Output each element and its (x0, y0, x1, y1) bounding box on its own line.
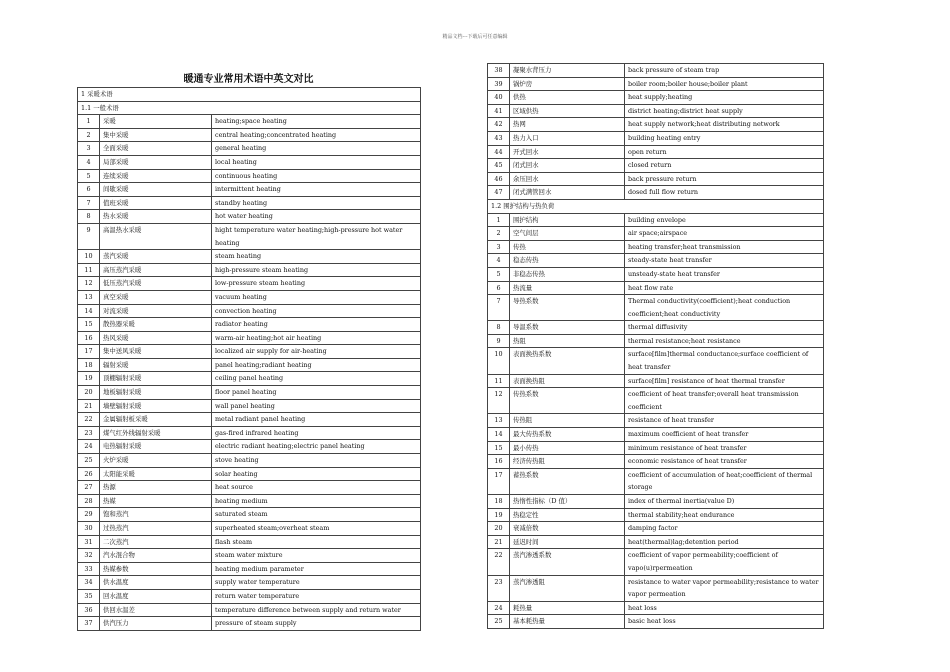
term-chinese: 对流采暖 (100, 304, 212, 318)
term-chinese: 辐射采暖 (100, 358, 212, 372)
term-row (78, 399, 421, 413)
term-english: resistance of heat transfer (625, 414, 824, 428)
term-number: 5 (488, 267, 510, 281)
term-number: 15 (488, 441, 510, 455)
term-number: 17 (488, 468, 510, 494)
term-number: 21 (488, 535, 510, 549)
term-number: 43 (488, 131, 510, 145)
term-chinese: 热惰性指标（D 值） (510, 495, 625, 509)
term-english: low-pressure steam heating (212, 277, 421, 291)
term-number: 46 (488, 172, 510, 186)
term-chinese: 供水温度 (100, 576, 212, 590)
term-number: 22 (488, 549, 510, 575)
term-english: radiator heating (212, 318, 421, 332)
term-number: 31 (78, 535, 100, 549)
term-english: unsteady-state heat transfer (625, 267, 824, 281)
term-number: 14 (488, 428, 510, 442)
term-chinese: 汽水混合物 (100, 549, 212, 563)
term-english: solar heating (212, 467, 421, 481)
term-number: 39 (488, 77, 510, 91)
term-english: boiler room;boiler house;boiler plant (625, 77, 824, 91)
term-row (488, 240, 824, 254)
term-row (78, 128, 421, 142)
term-chinese: 饱和蒸汽 (100, 508, 212, 522)
term-number: 36 (78, 603, 100, 617)
term-number: 25 (488, 615, 510, 629)
term-row (488, 495, 824, 509)
term-number: 6 (78, 183, 100, 197)
term-english: vacuum heating (212, 290, 421, 304)
term-chinese: 采暖 (100, 115, 212, 129)
document-title: 暖通专业常用术语中英文对比 (183, 74, 314, 85)
term-chinese: 热阻 (510, 334, 625, 348)
term-chinese: 间歇采暖 (100, 183, 212, 197)
term-number: 10 (78, 250, 100, 264)
term-chinese: 热力入口 (510, 131, 625, 145)
term-english: warm-air heating;hot air heating (212, 331, 421, 345)
term-chinese: 集中送风采暖 (100, 345, 212, 359)
term-row (78, 250, 421, 264)
term-row (488, 281, 824, 295)
term-row (488, 549, 824, 575)
term-english: pressure of steam supply (212, 617, 421, 631)
term-english: steam heating (212, 250, 421, 264)
term-english: coefficient of heat transfer;overall heat transmission coefficient (625, 388, 824, 414)
term-chinese: 最小传热 (510, 441, 625, 455)
term-number: 26 (78, 467, 100, 481)
term-number: 14 (78, 304, 100, 318)
term-number: 1 (78, 115, 100, 129)
term-row (78, 290, 421, 304)
term-english: open return (625, 145, 824, 159)
term-number: 23 (488, 575, 510, 601)
term-chinese: 墙壁辐射采暖 (100, 399, 212, 413)
term-english: general heating (212, 142, 421, 156)
term-chinese: 热水采暖 (100, 210, 212, 224)
term-chinese: 全面采暖 (100, 142, 212, 156)
term-row (78, 589, 421, 603)
term-chinese: 热网 (510, 118, 625, 132)
subsection-heading: 1.2 围护结构与热负荷 (488, 199, 824, 213)
term-english: heat supply network;heat distributing network (625, 118, 824, 132)
term-row (488, 172, 824, 186)
term-chinese: 导热系数 (510, 295, 625, 321)
term-row (78, 549, 421, 563)
term-row (78, 481, 421, 495)
term-row (488, 428, 824, 442)
term-row (78, 358, 421, 372)
term-chinese: 余压回水 (510, 172, 625, 186)
term-number: 47 (488, 186, 510, 200)
term-number: 4 (488, 254, 510, 268)
term-row (78, 115, 421, 129)
term-english: localized air supply for air-heating (212, 345, 421, 359)
term-chinese: 顶棚辐射采暖 (100, 372, 212, 386)
term-number: 24 (78, 440, 100, 454)
term-row (78, 372, 421, 386)
term-row (488, 64, 824, 78)
term-english: convection heating (212, 304, 421, 318)
term-row (488, 601, 824, 615)
term-english: heat(thermal)lag;detention period (625, 535, 824, 549)
term-number: 41 (488, 104, 510, 118)
term-english: continuous heating (212, 169, 421, 183)
term-number: 17 (78, 345, 100, 359)
term-english: minimum resistance of heat transfer (625, 441, 824, 455)
term-number: 9 (78, 223, 100, 249)
term-english: Thermal conductivity(coefficient);heat conduction coefficient;heat conductivity (625, 295, 824, 321)
term-english: ceiling panel heating (212, 372, 421, 386)
subsection-row (78, 101, 421, 115)
term-chinese: 空气间层 (510, 227, 625, 241)
term-english: index of thermal inertia(value D) (625, 495, 824, 509)
term-english: thermal resistance;heat resistance (625, 334, 824, 348)
term-number: 20 (488, 522, 510, 536)
term-number: 25 (78, 454, 100, 468)
term-chinese: 导温系数 (510, 321, 625, 335)
term-english: basic heat loss (625, 615, 824, 629)
term-row (488, 615, 824, 629)
term-number: 22 (78, 413, 100, 427)
term-english: thermal diffusivity (625, 321, 824, 335)
term-english: surface[film] resistance of heat thermal transfer (625, 374, 824, 388)
term-english: panel heating;radiant heating (212, 358, 421, 372)
term-chinese: 闭式回水 (510, 159, 625, 173)
term-number: 23 (78, 426, 100, 440)
term-chinese: 地板辐射采暖 (100, 386, 212, 400)
term-chinese: 非稳态传热 (510, 267, 625, 281)
term-row (78, 454, 421, 468)
term-row (78, 535, 421, 549)
term-row (488, 227, 824, 241)
term-row (488, 77, 824, 91)
term-number: 8 (78, 210, 100, 224)
term-row (488, 159, 824, 173)
term-chinese: 表面换热系数 (510, 348, 625, 374)
term-row (488, 91, 824, 105)
term-row (78, 426, 421, 440)
term-row (488, 468, 824, 494)
term-english: gas-fired infrared heating (212, 426, 421, 440)
term-number: 33 (78, 562, 100, 576)
term-chinese: 蒸汽采暖 (100, 250, 212, 264)
term-chinese: 表面换热阻 (510, 374, 625, 388)
term-english: local heating (212, 155, 421, 169)
term-chinese: 值班采暖 (100, 196, 212, 210)
term-english: electric radiant heating;electric panel heating (212, 440, 421, 454)
term-english: economic resistance of heat transfer (625, 455, 824, 469)
term-chinese: 延迟时间 (510, 535, 625, 549)
term-chinese: 二次蒸汽 (100, 535, 212, 549)
term-row (488, 213, 824, 227)
term-row (488, 522, 824, 536)
term-chinese: 传热 (510, 240, 625, 254)
term-number: 42 (488, 118, 510, 132)
term-chinese: 经济传热阻 (510, 455, 625, 469)
term-chinese: 稳态传热 (510, 254, 625, 268)
term-chinese: 衰减倍数 (510, 522, 625, 536)
term-number: 3 (78, 142, 100, 156)
term-number: 29 (78, 508, 100, 522)
term-number: 18 (488, 495, 510, 509)
term-english: temperature difference between supply and return water (212, 603, 421, 617)
term-number: 7 (78, 196, 100, 210)
term-row (78, 494, 421, 508)
term-chinese: 蓄热系数 (510, 468, 625, 494)
term-row (78, 522, 421, 536)
term-chinese: 局部采暖 (100, 155, 212, 169)
term-chinese: 热风采暖 (100, 331, 212, 345)
term-number: 2 (488, 227, 510, 241)
term-row (488, 131, 824, 145)
term-row (78, 155, 421, 169)
term-english: stove heating (212, 454, 421, 468)
term-english: surface[film]thermal conductance;surface coefficient of heat transfer (625, 348, 824, 374)
term-english: steady-state heat transfer (625, 254, 824, 268)
right-term-table (487, 63, 824, 629)
term-english: hight temperature water heating;high-pressure hot water heating (212, 223, 421, 249)
section-row (78, 88, 421, 102)
term-chinese: 连续采暖 (100, 169, 212, 183)
term-english: coefficient of accumulation of heat;coefficient of thermal storage (625, 468, 824, 494)
term-row (78, 603, 421, 617)
term-english: steam water mixture (212, 549, 421, 563)
term-english: heating;space heating (212, 115, 421, 129)
term-number: 34 (78, 576, 100, 590)
term-row (488, 267, 824, 281)
term-number: 16 (78, 331, 100, 345)
term-number: 38 (488, 64, 510, 78)
term-english: maximum coefficient of heat transfer (625, 428, 824, 442)
term-number: 37 (78, 617, 100, 631)
term-chinese: 热媒参数 (100, 562, 212, 576)
term-chinese: 传热阻 (510, 414, 625, 428)
term-number: 4 (78, 155, 100, 169)
term-chinese: 散热器采暖 (100, 318, 212, 332)
term-row (78, 345, 421, 359)
term-row (78, 576, 421, 590)
term-number: 40 (488, 91, 510, 105)
term-row (78, 331, 421, 345)
term-row (78, 169, 421, 183)
term-row (488, 334, 824, 348)
term-row (488, 388, 824, 414)
term-number: 24 (488, 601, 510, 615)
term-chinese: 蒸汽渗透系数 (510, 549, 625, 575)
term-english: back pressure return (625, 172, 824, 186)
term-row (78, 440, 421, 454)
term-number: 44 (488, 145, 510, 159)
term-english: building envelope (625, 213, 824, 227)
term-number: 5 (78, 169, 100, 183)
term-row (78, 223, 421, 249)
term-chinese: 真空采暖 (100, 290, 212, 304)
term-english: building heating entry (625, 131, 824, 145)
term-number: 6 (488, 281, 510, 295)
term-chinese: 热源 (100, 481, 212, 495)
term-row (488, 441, 824, 455)
term-english: air space;airspace (625, 227, 824, 241)
term-chinese: 最大传热系数 (510, 428, 625, 442)
term-row (78, 413, 421, 427)
header-watermark: 精品文档---下载后可任意编辑 (442, 34, 508, 40)
term-number: 45 (488, 159, 510, 173)
term-number: 11 (488, 374, 510, 388)
term-row (488, 575, 824, 601)
term-number: 35 (78, 589, 100, 603)
term-english: heat source (212, 481, 421, 495)
term-chinese: 供汽压力 (100, 617, 212, 631)
term-chinese: 闭式满管回水 (510, 186, 625, 200)
term-number: 28 (78, 494, 100, 508)
term-row (488, 295, 824, 321)
term-row (488, 348, 824, 374)
term-number: 13 (78, 290, 100, 304)
term-row (488, 254, 824, 268)
term-number: 12 (488, 388, 510, 414)
term-chinese: 锅炉房 (510, 77, 625, 91)
term-chinese: 火炉采暖 (100, 454, 212, 468)
term-number: 16 (488, 455, 510, 469)
term-number: 7 (488, 295, 510, 321)
term-english: metal radiant panel heating (212, 413, 421, 427)
term-english: return water temperature (212, 589, 421, 603)
term-number: 27 (78, 481, 100, 495)
term-chinese: 金属辐射板采暖 (100, 413, 212, 427)
term-row (488, 145, 824, 159)
term-row (78, 304, 421, 318)
term-row (78, 617, 421, 631)
term-number: 8 (488, 321, 510, 335)
term-chinese: 高温热水采暖 (100, 223, 212, 249)
term-number: 1 (488, 213, 510, 227)
term-row (78, 562, 421, 576)
term-chinese: 传热系数 (510, 388, 625, 414)
term-english: high-pressure steam heating (212, 263, 421, 277)
term-row (488, 321, 824, 335)
term-row (488, 455, 824, 469)
term-number: 21 (78, 399, 100, 413)
term-row (488, 374, 824, 388)
term-english: hot water heating (212, 210, 421, 224)
term-row (78, 318, 421, 332)
term-english: heating transfer;heat transmission (625, 240, 824, 254)
term-english: damping factor (625, 522, 824, 536)
term-number: 13 (488, 414, 510, 428)
term-english: district heating;district heat supply (625, 104, 824, 118)
term-english: floor panel heating (212, 386, 421, 400)
term-english: saturated steam (212, 508, 421, 522)
term-english: heating medium parameter (212, 562, 421, 576)
term-row (488, 186, 824, 200)
term-number: 19 (78, 372, 100, 386)
term-row (78, 263, 421, 277)
term-number: 15 (78, 318, 100, 332)
term-row (488, 508, 824, 522)
term-english: intermittent heating (212, 183, 421, 197)
term-number: 9 (488, 334, 510, 348)
term-english: thermal stability;heat endurance (625, 508, 824, 522)
term-chinese: 过热蒸汽 (100, 522, 212, 536)
term-row (78, 210, 421, 224)
term-english: coefficient of vapor permeability;coefficient of vapo(u)rpermeation (625, 549, 824, 575)
term-number: 18 (78, 358, 100, 372)
term-english: back pressure of steam trap (625, 64, 824, 78)
term-english: central heating;concentrated heating (212, 128, 421, 142)
term-english: heat flow rate (625, 281, 824, 295)
term-row (78, 467, 421, 481)
left-term-table (77, 87, 421, 631)
term-chinese: 开式回水 (510, 145, 625, 159)
term-row (488, 118, 824, 132)
term-chinese: 蒸汽渗透阻 (510, 575, 625, 601)
term-english: heating medium (212, 494, 421, 508)
term-chinese: 热稳定性 (510, 508, 625, 522)
term-chinese: 凝聚水背压力 (510, 64, 625, 78)
term-number: 11 (78, 263, 100, 277)
term-english: heat loss (625, 601, 824, 615)
term-number: 20 (78, 386, 100, 400)
term-english: resistance to water vapor permeability;resistance to water vapor permeation (625, 575, 824, 601)
term-english: flash steam (212, 535, 421, 549)
term-chinese: 区域供热 (510, 104, 625, 118)
term-chinese: 供回水温差 (100, 603, 212, 617)
term-number: 3 (488, 240, 510, 254)
subsection-heading: 1.1 一般术语 (78, 101, 421, 115)
term-chinese: 煤气红外线辐射采暖 (100, 426, 212, 440)
term-english: heat supply;heating (625, 91, 824, 105)
term-chinese: 低压蒸汽采暖 (100, 277, 212, 291)
term-number: 12 (78, 277, 100, 291)
term-english: wall panel heating (212, 399, 421, 413)
term-row (78, 142, 421, 156)
term-chinese: 高压蒸汽采暖 (100, 263, 212, 277)
term-chinese: 围护结构 (510, 213, 625, 227)
term-english: dosed full flow return (625, 186, 824, 200)
section-heading: 1 采暖术语 (78, 88, 421, 102)
term-row (78, 196, 421, 210)
term-chinese: 集中采暖 (100, 128, 212, 142)
term-english: closed return (625, 159, 824, 173)
term-chinese: 太阳能采暖 (100, 467, 212, 481)
term-chinese: 耗热量 (510, 601, 625, 615)
term-number: 10 (488, 348, 510, 374)
term-row (488, 414, 824, 428)
term-number: 2 (78, 128, 100, 142)
term-english: superheated steam;overheat steam (212, 522, 421, 536)
term-row (78, 183, 421, 197)
term-chinese: 基本耗热量 (510, 615, 625, 629)
subsection-row (488, 199, 824, 213)
term-row (488, 535, 824, 549)
term-row (78, 277, 421, 291)
term-chinese: 供热 (510, 91, 625, 105)
term-chinese: 热流量 (510, 281, 625, 295)
term-row (488, 104, 824, 118)
term-chinese: 热媒 (100, 494, 212, 508)
term-chinese: 电热辐射采暖 (100, 440, 212, 454)
term-chinese: 回水温度 (100, 589, 212, 603)
term-row (78, 386, 421, 400)
term-english: standby heating (212, 196, 421, 210)
term-number: 30 (78, 522, 100, 536)
term-english: supply water temperature (212, 576, 421, 590)
term-number: 32 (78, 549, 100, 563)
term-number: 19 (488, 508, 510, 522)
term-row (78, 508, 421, 522)
